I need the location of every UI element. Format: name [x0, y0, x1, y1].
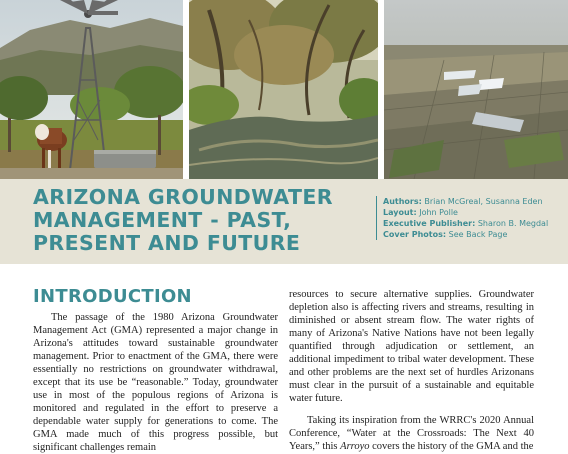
credits-publisher — [383, 218, 568, 229]
arroyo-italic: Arroyo — [340, 441, 370, 452]
cover-photos-value: See Back Page — [448, 230, 508, 239]
column2-paragraph-2 — [289, 414, 534, 453]
title-line-2: MANAGEMENT - PAST, — [33, 208, 292, 232]
document-title — [33, 186, 363, 255]
credits-layout — [383, 207, 568, 218]
layout-label: Layout: — [383, 208, 417, 217]
authors-label: Authors: — [383, 197, 422, 206]
body-column-2 — [289, 288, 534, 453]
credits-authors — [383, 196, 568, 207]
authors-value: Brian McGreal, Susanna Eden — [424, 197, 543, 206]
ranch-windmill-cow-photo — [0, 0, 183, 179]
column2-paragraph-1: resources to secure alternative supplies. Groundwater depletion also is affecting rivers and streams, resulting in diminished or absent stream flow. The water rights of many of Arizona's Native Nations have not been legally quantified through adjudication or settlement, an additional impediment to tribal water development. These and other problems are the next set of hurdles Arizonans must clear in the pursuit of a sustainable and equitable water future. — [289, 289, 534, 404]
title-line-1: ARIZONA GROUNDWATER — [33, 185, 333, 209]
credits-cover-photos — [383, 229, 568, 240]
body-column-1 — [33, 311, 278, 454]
column2-paragraph-2-start: Taking its inspiration from the WRRC's 2020 Annual Conference, “Water at the Crossroads: The Next 40 Years,” this — [289, 415, 534, 452]
publisher-value: Sharon B. Megdal — [477, 219, 549, 228]
section-heading: INTRODUCTION — [33, 286, 192, 307]
title-band — [0, 179, 568, 264]
cover-photos-label: Cover Photos: — [383, 230, 447, 239]
layout-value: John Polle — [419, 208, 458, 217]
credits-block — [376, 196, 568, 240]
riparian-stream-trees-photo — [189, 0, 378, 179]
title-line-3: PRESENT AND FUTURE — [33, 231, 301, 255]
column1-paragraph-1: The passage of the 1980 Arizona Groundwater Management Act (GMA) represented a major change in Arizona's attitudes toward sustainable groundwater management. Prior to enactment of the GMA, there were essentially no restrictions on groundwater withdrawal, except that its use be “reasonable.” Today, groundwater use in most of the populous regions of Arizona is monitored and regulated in the effort to preserve a dependable water supply for generations to come. The GMA made much of this progress possible, but significant challenges remain — [33, 312, 278, 453]
aerial-farmland-photo — [384, 0, 568, 179]
publisher-label: Executive Publisher: — [383, 219, 476, 228]
column2-paragraph-2-end: covers the history of the GMA and the — [369, 441, 534, 452]
cover-photo-strip — [0, 0, 568, 179]
